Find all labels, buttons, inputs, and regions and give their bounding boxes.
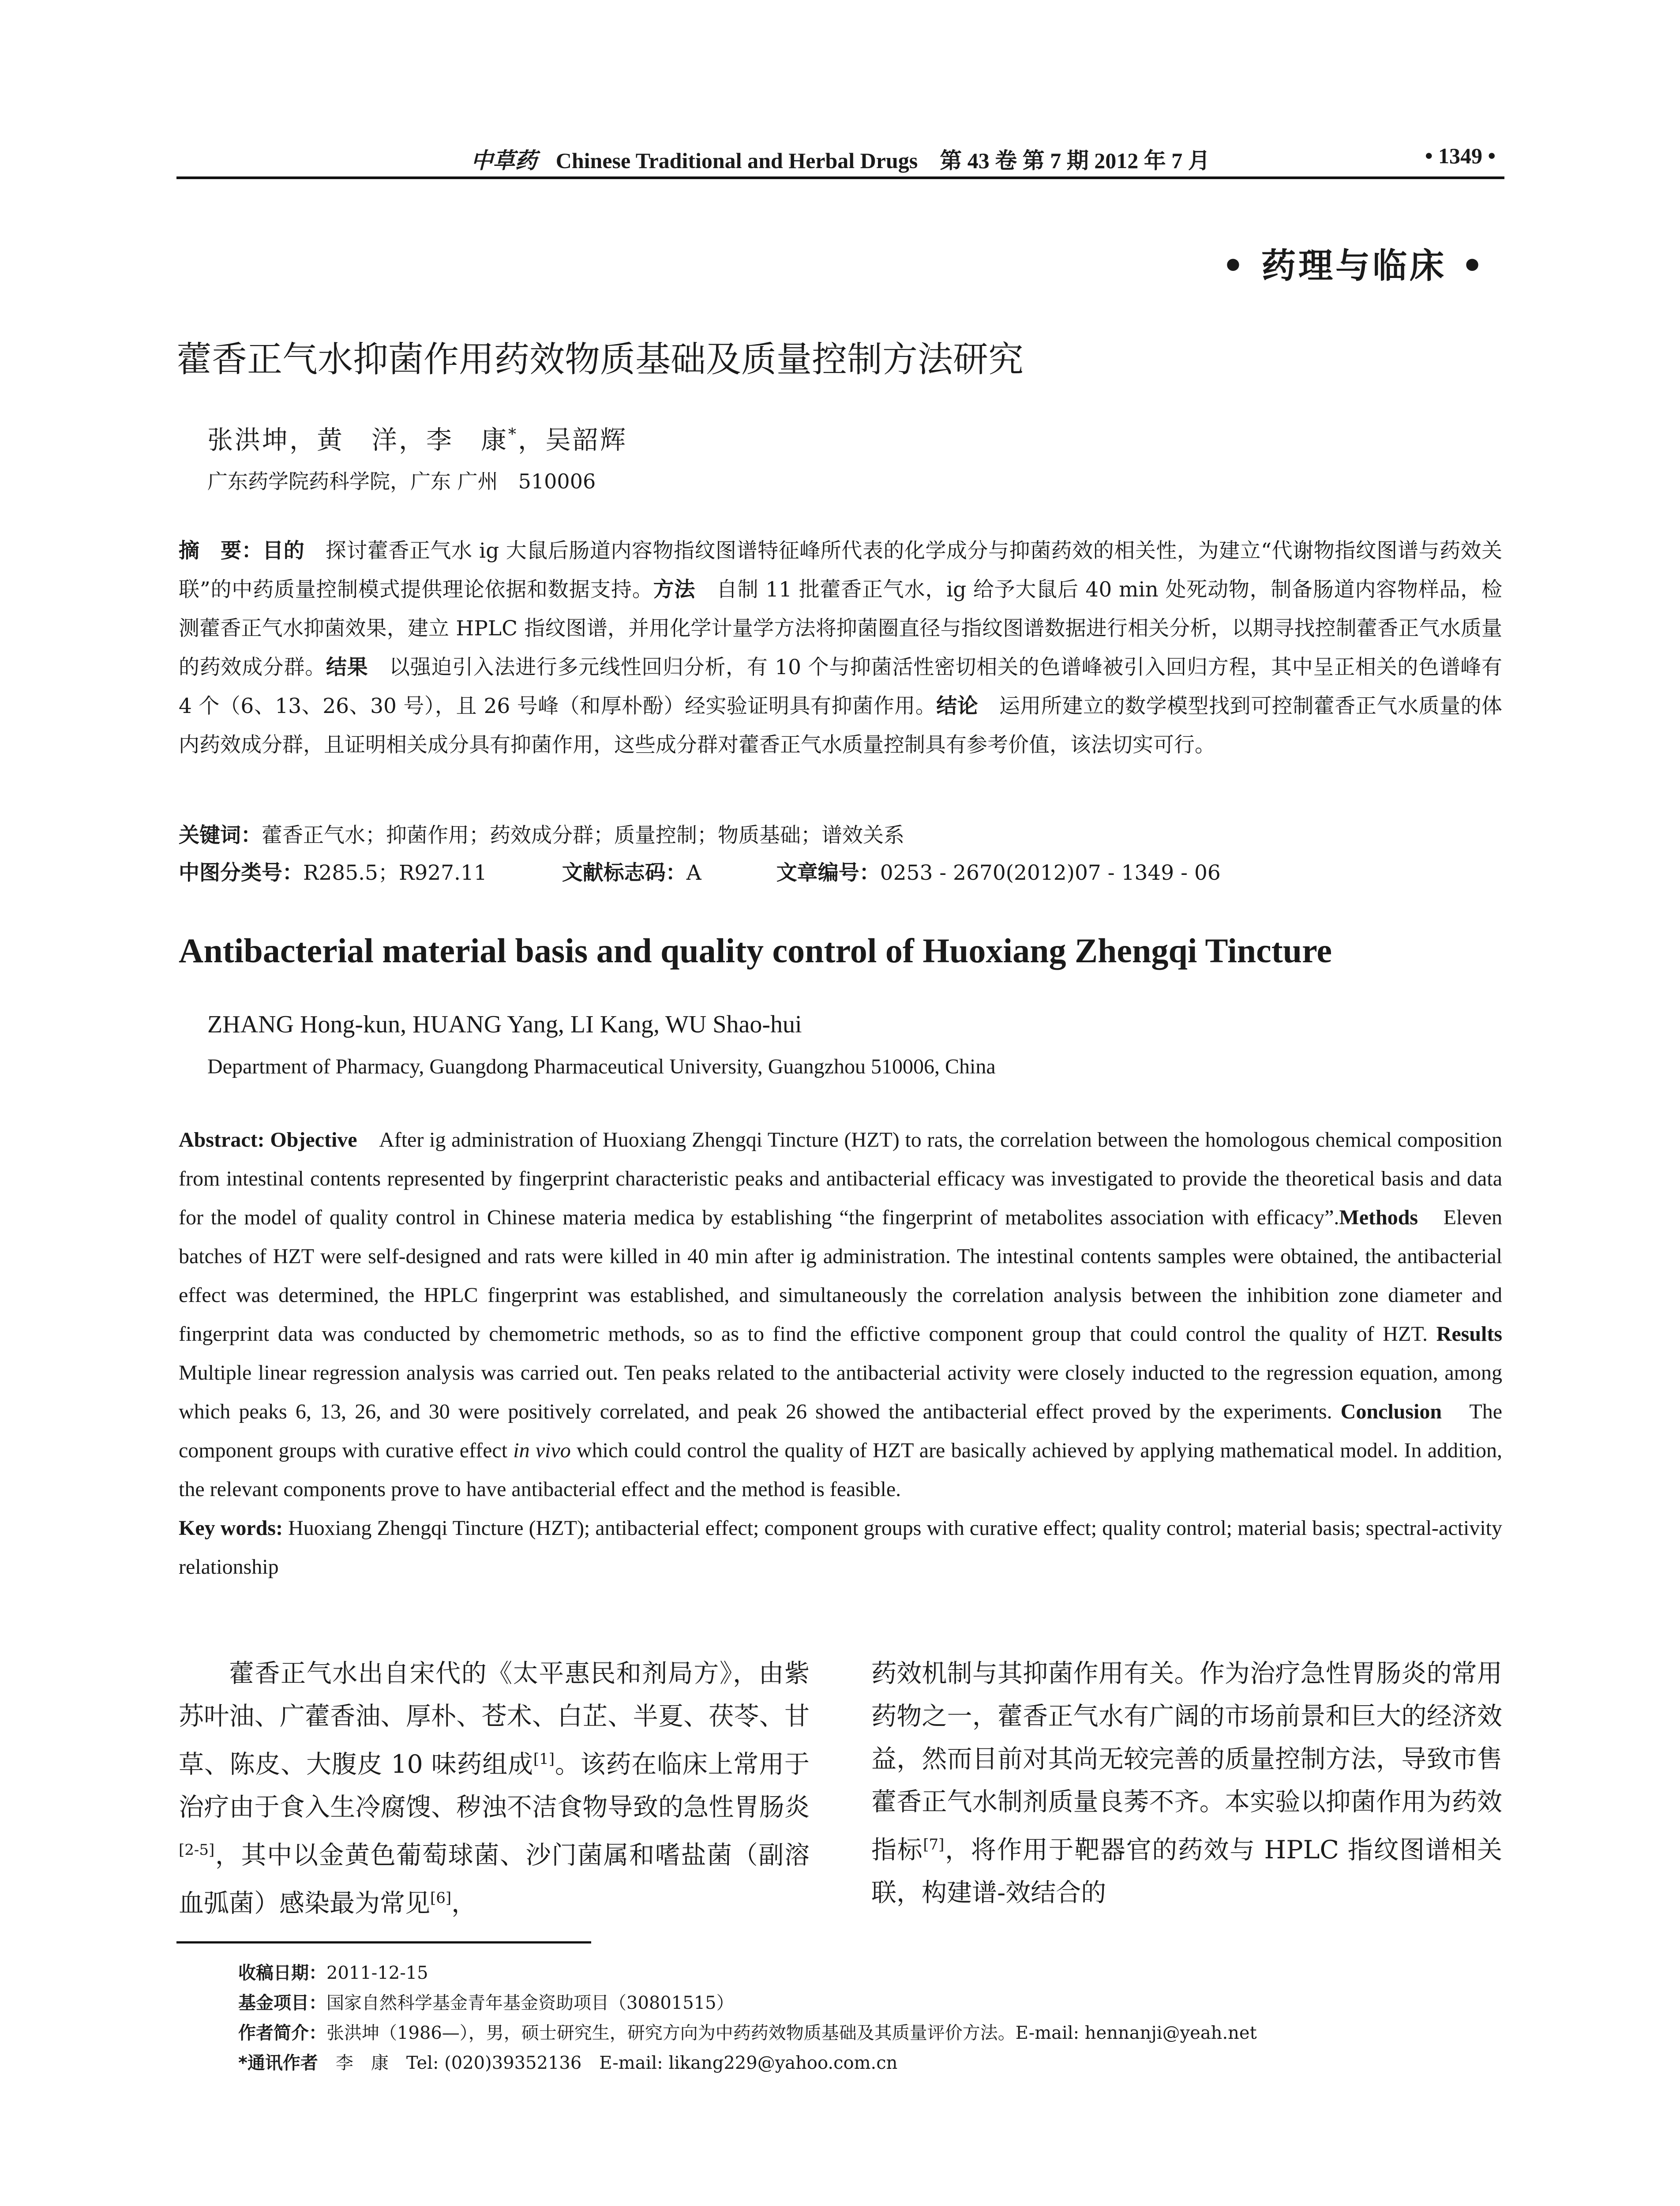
footnote-rule: [176, 1941, 591, 1943]
fund-label: 基金项目：: [238, 1993, 326, 2013]
author-text: 张洪坤（1986—），男，硕士研究生，研究方向为中药药效物质基础及其质量评价方法。E-mail: hennanji@yeah.net: [326, 2023, 1257, 2043]
citation-2-5: [2-5]: [179, 1841, 215, 1859]
received-date: 2011-12-15: [326, 1963, 428, 1983]
article-no-value: 0253 - 2670(2012)07 - 1349 - 06: [880, 861, 1221, 885]
cn-methods-label: 方法: [653, 578, 696, 602]
footnote-author: [238, 2018, 1504, 2048]
cn-keywords-text: 藿香正气水；抑菌作用；药效成分群；质量控制；物质基础；谱效关系: [262, 823, 904, 848]
corresponding-mark: *: [508, 425, 518, 444]
clc-label: 中图分类号：: [179, 861, 303, 885]
journal-volume-issue: Chinese Traditional and Herbal Drugs 第 43 卷 第 7 期 2012 年 7 月: [555, 148, 1210, 173]
journal-logo-cn: 中草药: [471, 147, 537, 173]
corresponding-label: *通讯作者: [238, 2053, 318, 2073]
footnote-corresponding: [238, 2048, 1504, 2078]
cn-title: 藿香正气水抑菌作用药效物质基础及质量控制方法研究: [176, 339, 1024, 380]
body-left-1: 藿香正气水出自宋代的《太平惠民和剂局方》，由紫苏叶油、广藿香油、厚朴、苍术、白芷、半夏、茯苓、甘草、陈皮、大腹皮 10 味药组成: [179, 1659, 810, 1779]
en-conclusion-label: Conclusion: [1340, 1400, 1442, 1423]
fund-text: 国家自然科学基金青年基金资助项目（30801515）: [326, 1993, 734, 2013]
footnotes: [238, 1958, 1504, 2078]
body-right-1: 药效机制与其抑菌作用有关。作为治疗急性胃肠炎的常用药物之一，藿香正气水有广阔的市场前景和巨大的经济效益，然而目前对其尚无较完善的质量控制方法，导致市售藿香正气水制剂质量良莠不齐。本实验以抑菌作用为药效指标: [871, 1659, 1502, 1865]
cn-objective-label: 目的: [262, 539, 305, 563]
received-label: 收稿日期：: [238, 1963, 326, 1983]
en-abstract-label: Abstract: Objective: [179, 1128, 357, 1152]
doc-code-label: 文献标志码：: [562, 861, 686, 885]
en-authors: ZHANG Hong-kun, HUANG Yang, LI Kang, WU Shao-hui: [207, 1011, 802, 1038]
page-number: • 1349 •: [1425, 143, 1496, 168]
cn-conclusion: 运用所建立的数学模型找到可控制藿香正气水质量的体内药效成分群，且证明相关成分具有抑菌作用，这些成分群对藿香正气水质量控制具有参考价值，该法切实可行。: [179, 694, 1503, 757]
cn-classification: [179, 854, 1502, 893]
cn-keywords: [179, 816, 1502, 855]
en-keywords-label: Key words:: [179, 1516, 283, 1540]
en-results: Multiple linear regression analysis was carried out. Ten peaks related to the antibacterial activity were closely inducted to the regression equation, among which peaks 6, 13, 26, and 30 were positively correlated, and peak 26 showed the antibacterial effect proved by the experiments.: [179, 1361, 1502, 1423]
en-affiliation: Department of Pharmacy, Guangdong Pharmaceutical University, Guangzhou 510006, China: [207, 1055, 996, 1078]
body-left-3: ，其中以金黄色葡萄球菌、沙门菌属和嗜盐菌（副溶血弧菌）感染最为常见: [179, 1841, 810, 1918]
en-objective: After ig administration of Huoxiang Zhengqi Tincture (HZT) to rats, the correlation between the homologous chemical composition from intestinal contents represented by fingerprint characteristic peaks and antibacterial efficacy was investigated to provide the theoretical basis and data for the model of quality control in Chinese materia medica by establishing “the fingerprint of metabolites association with efficacy”.: [179, 1128, 1502, 1229]
citation-7: [7]: [923, 1836, 945, 1853]
cn-abstract: [179, 532, 1502, 765]
article-no-label: 文章编号：: [776, 861, 880, 885]
body-left-2: 。该药在临床上常用于治疗由于食入生冷腐馊、秽浊不洁食物导致的急性胃肠炎: [179, 1750, 810, 1822]
en-conclusion-a: The component groups with curative effect: [179, 1400, 1502, 1462]
en-title: Antibacterial material basis and quality control of Huoxiang Zhengqi Tincture: [179, 931, 1332, 970]
cn-authors: [207, 419, 627, 456]
en-methods-label: Methods: [1339, 1206, 1418, 1229]
body-column-right: [871, 1652, 1502, 1914]
running-header: [176, 140, 1504, 176]
cn-keywords-label: 关键词：: [179, 823, 262, 848]
citation-1: [1]: [533, 1750, 555, 1768]
cn-authors-rest: ，吴韶辉: [518, 425, 628, 455]
en-conclusion-invivo: in vivo: [513, 1439, 571, 1462]
cn-objective: 探讨藿香正气水 ig 大鼠后肠道内容物指纹图谱特征峰所代表的化学成分与抑菌药效的相关性，为建立“代谢物指纹图谱与药效关联”的中药质量控制模式提供理论依据和数据支持。: [179, 539, 1503, 602]
footnote-fund: [238, 1988, 1504, 2018]
cn-affiliation: 广东药学院药科学院，广东 广州 510006: [207, 469, 596, 493]
clc-value: R285.5；R927.11: [303, 861, 487, 885]
en-methods: Eleven batches of HZT were self-designed and rats were killed in 40 min after ig administration. The intestinal contents samples were obtained, the antibacterial effect was determined, the HPLC fingerprint was established, and simultaneously the correlation analysis between the inhibition zone diameter and fingerprint data was conducted by chemometric methods, so as to find the effictive component group that could control the quality of HZT.: [179, 1206, 1502, 1346]
cn-methods: 自制 11 批藿香正气水，ig 给予大鼠后 40 min 处死动物，制备肠道内容物样品，检测藿香正气水抑菌效果，建立 HPLC 指纹图谱，并用化学计量学方法将抑菌圈直径与指纹图谱数据进行相关分析，以期寻找控制藿香正气水质量的药效成分群。: [179, 578, 1503, 679]
header-rule: [176, 176, 1504, 179]
en-results-label: Results: [1436, 1322, 1503, 1346]
section-label: • 药理与临床 •: [1222, 246, 1486, 286]
citation-6: [6]: [430, 1889, 452, 1907]
footnote-received: [238, 1958, 1504, 1988]
en-abstract: [179, 1121, 1502, 1587]
body-column-left: [179, 1652, 810, 1925]
cn-authors-names: 张洪坤，黄 洋，李 康: [207, 425, 509, 455]
en-keywords: Huoxiang Zhengqi Tincture (HZT); antibacterial effect; component groups with curative effect; quality control; material basis; spectral-activity relationship: [179, 1516, 1502, 1579]
cn-abstract-label: 摘 要：: [179, 539, 263, 563]
body-right-2: ，将作用于靶器官的药效与 HPLC 指纹图谱相关联，构建谱-效结合的: [871, 1835, 1502, 1907]
cn-results: 以强迫引入法进行多元线性回归分析，有 10 个与抑菌活性密切相关的色谱峰被引入回归方程，其中呈正相关的色谱峰有 4 个（6、13、26、30 号），且 26 号峰（和厚朴酚）经实验证明具有抑菌作用。: [179, 655, 1503, 718]
journal-info: [176, 143, 1504, 175]
doc-code-value: A: [686, 861, 701, 885]
en-conclusion-b: which could control the quality of HZT are basically achieved by applying mathematical model. In addition, the relevant components prove to have antibacterial effect and the method is feasible.: [179, 1439, 1503, 1501]
cn-results-label: 结果: [326, 655, 368, 679]
corresponding-text: 李 康 Tel: (020)39352136 E-mail: likang229@yahoo.com.cn: [318, 2053, 898, 2073]
body-left-4: ，: [451, 1889, 477, 1918]
cn-conclusion-label: 结论: [936, 694, 979, 718]
author-label: 作者简介：: [238, 2023, 326, 2043]
